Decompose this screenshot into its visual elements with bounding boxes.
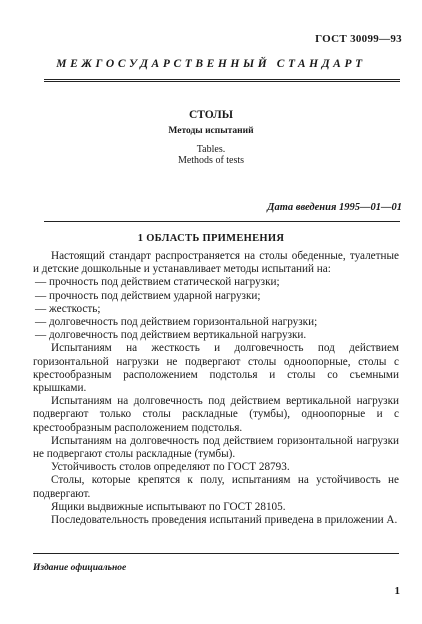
- paragraph-exclusions: Испытаниям на жесткость и долговечность под действием горизонтальной нагрузки не подвергают столы одноопорные, столы с крестообразным расположением подстолья и столы со съемными крышками.: [33, 342, 399, 395]
- document-number: ГОСТ 30099—93: [315, 33, 402, 45]
- english-title-line-2: Methods of tests: [177, 155, 245, 166]
- intro-date-rule: [44, 221, 400, 222]
- list-item: — долговечность под действием вертикальной нагрузки.: [35, 329, 307, 342]
- header-rule-bottom: [44, 81, 400, 82]
- section-body: [33, 250, 399, 527]
- paragraph-horizontal-load: Испытаниям на долговечность под действием горизонтальной нагрузки не подвергают столы раскладные (тумбы).: [33, 434, 399, 461]
- paragraph-vertical-load: Испытаниям на долговечность под действием вертикальной нагрузки подвергают только столы раскладные (тумбы), одноопорные и с крестообразным расположением подстолья.: [33, 395, 399, 434]
- section-heading: 1 ОБЛАСТЬ ПРИМЕНЕНИЯ: [137, 233, 285, 244]
- paragraph-scope: Настоящий стандарт распространяется на столы обеденные, туалетные и детские дошкольные и устанавливает методы испытаний на:: [33, 250, 399, 276]
- list-item: — жесткость;: [35, 302, 101, 315]
- header-rule-top: [44, 79, 400, 80]
- list-item: — прочность под действием ударной нагрузки;: [35, 289, 261, 302]
- document-subtitle: Методы испытаний: [168, 126, 254, 136]
- english-title: [0, 144, 422, 166]
- english-title-line-1: Tables.: [196, 144, 226, 155]
- list-item: — прочность под действием статической нагрузки;: [35, 276, 280, 289]
- paragraph-sequence: Последовательность проведения испытаний приведена в приложении А.: [51, 514, 398, 527]
- footer-rule: [33, 553, 399, 554]
- paragraph-stability: Устойчивость столов определяют по ГОСТ 28793.: [51, 461, 290, 474]
- paragraph-floor-fixed: Столы, которые крепятся к полу, испытаниям на устойчивость не подвергают.: [33, 474, 399, 500]
- list-item: — долговечность под действием горизонтальной нагрузки;: [35, 316, 318, 329]
- document-title: СТОЛЫ: [188, 109, 234, 121]
- publication-note: Издание официальное: [33, 563, 127, 573]
- standard-type-heading: МЕЖГОСУДАРСТВЕННЫЙ СТАНДАРТ: [56, 58, 366, 70]
- paragraph-drawers: Ящики выдвижные испытывают по ГОСТ 28105.: [51, 500, 286, 513]
- page-number: 1: [394, 585, 400, 597]
- introduction-date: Дата введения 1995—01—01: [267, 202, 402, 213]
